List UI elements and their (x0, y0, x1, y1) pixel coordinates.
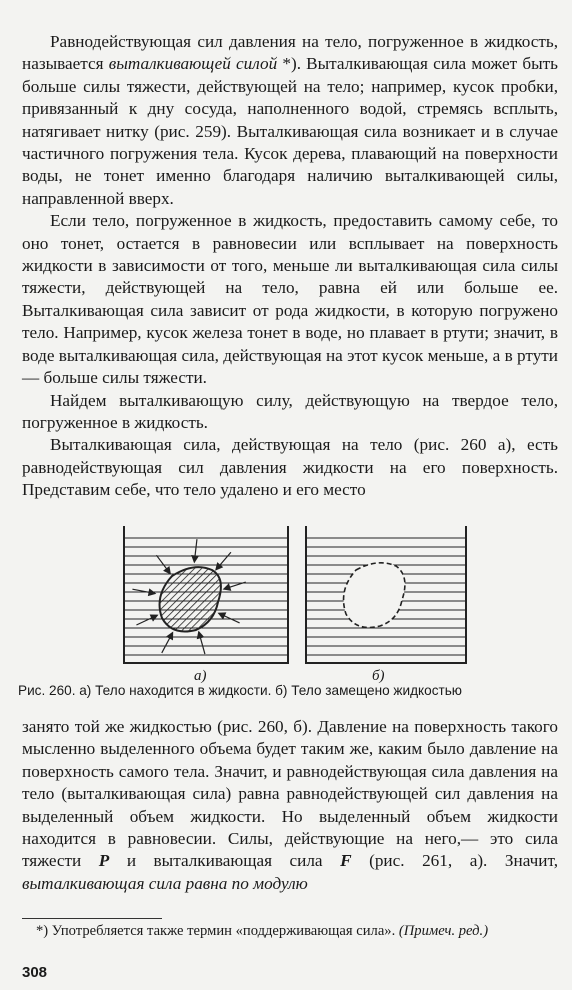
paragraph-3: Найдем выталкивающую силу, действующую на твердое тело, погруженное в жидкость. (22, 390, 558, 432)
arrow-head (149, 589, 155, 595)
text-block-top (22, 31, 558, 502)
paragraph-1-start: Равнодействующая сил давления на тело, погруженное в жидкость, называется (22, 32, 558, 74)
vessel-a (124, 526, 288, 663)
page-number: 308 (22, 964, 48, 981)
text-block-bottom (22, 716, 558, 895)
arrow-head (224, 584, 231, 590)
arrow-head (151, 615, 158, 620)
paragraph-1-term: выталкивающей силой (108, 54, 278, 74)
replaced-volume-outline (344, 563, 405, 628)
figure-260 (110, 518, 470, 688)
paragraph-1 (22, 31, 558, 210)
figure-caption: Рис. 260. а) Тело находится в жидкости. б) Тело замещено жидкостью (18, 683, 463, 698)
paragraph-1-rest: *). Выталкивающая сила может быть больше силы тяжести, действующей на тело; например, кусок пробки, привязанный к дну сосуда, наполненного водой, стремясь всплыть, натягивает нитку (рис. 259). Выталкивающая сила возникает и в случае частичного погружения тела. Кусок дерева, плавающий на поверхности воды, не тонет именно благодаря наличию выталкивающей силы, направленной вверх. (22, 54, 558, 208)
paragraph-5-end: (рис. 261, а). Значит, (351, 851, 558, 871)
vector-f: F (340, 851, 352, 871)
figure-label-a: а) (194, 668, 207, 684)
footnote-divider (22, 918, 162, 919)
footnote-editor-note: (Примеч. ред.) (398, 923, 489, 939)
paragraph-5 (22, 716, 558, 895)
arrow-head (198, 632, 204, 639)
arrow-head (219, 613, 226, 618)
immersed-body (160, 567, 221, 631)
paragraph-5-emphasis: выталкивающая сила равна по модулю (22, 873, 308, 893)
footnote-text: *) Употребляется также термин «поддерживающая сила». (36, 923, 399, 939)
arrow-head (192, 556, 198, 562)
paragraph-4: Выталкивающая сила, действующая на тело (рис. 260 а), есть равнодействующая сил давления жидкости на его поверхность. Представим себе, что тело удалено и его место (22, 435, 558, 500)
figure-label-b: б) (372, 668, 385, 684)
vector-p: P (98, 851, 110, 871)
footnote (22, 922, 558, 941)
vessel-b (306, 526, 466, 663)
arrow-head (167, 633, 172, 640)
paragraph-5-middle: и выталкивающая сила (109, 851, 341, 871)
paragraph-2: Если тело, погруженное в жидкость, предоставить самому себе, то оно тонет, остается в равновесии или всплывает на поверхность жидкости в зависимости от того, меньше ли выталкивающая сила силы тяжести, действующей на тело, равна ей или больше ее. Выталкивающая сила зависит от рода жидкости, в которую погружено тело. Например, кусок железа тонет в воде, но плавает в ртути; значит, в воде выталкивающая сила, действующая на этот кусок меньше, а в ртути — больше силы тяжести. (22, 211, 558, 388)
paragraph-5-start: занято той же жидкостью (рис. 260, б). Давление на поверхность такого мысленно выделенного объема будет таким же, каким было давление на поверхность самого тела. Значит, и равнодействующая сила давления на тело (выталкивающая сила) равна равнодействующей сил давления на выделенный объем жидкости. Но выделенный объем жидкости находится в равновесии. Силы, действующие на него,— это сила тяжести (22, 717, 558, 871)
arrow-head (164, 567, 170, 574)
